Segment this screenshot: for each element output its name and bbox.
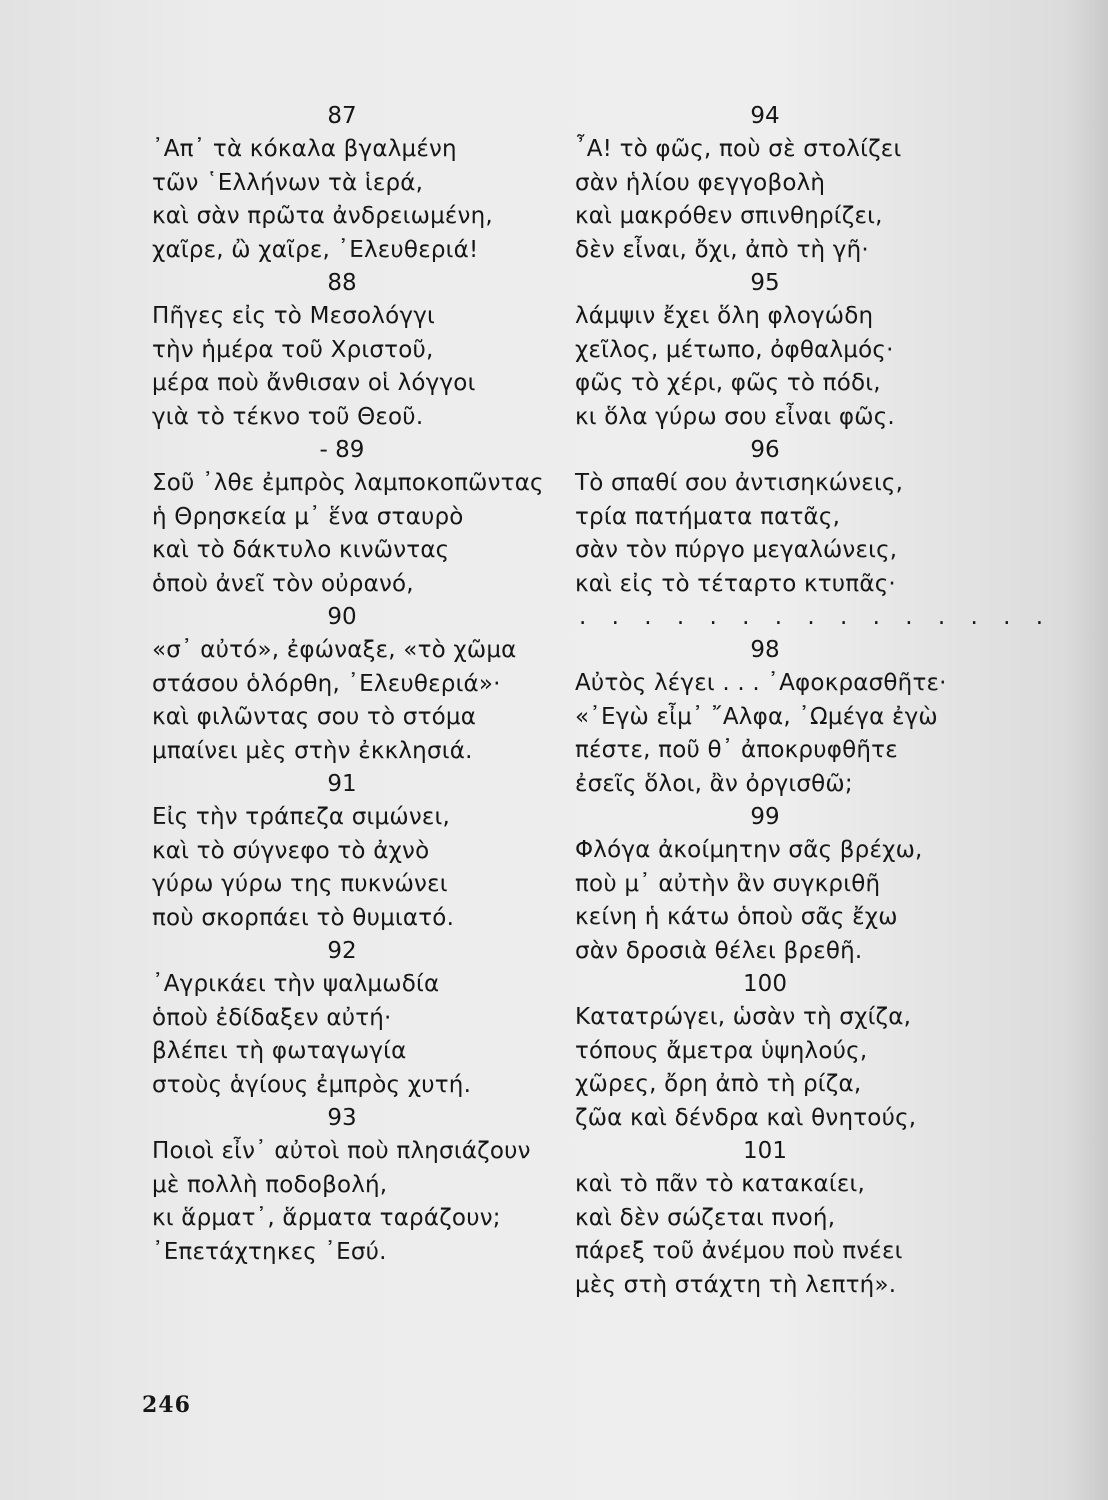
verse-line: καὶ τὸ δάκτυλο κινῶντας <box>152 537 450 563</box>
stanza <box>152 601 552 768</box>
verse-line: χεῖλος, μέτωπο, ὀφθαλμός· <box>575 336 894 363</box>
verse-line: χαῖρε, ὢ χαῖρε, ᾿Ελευθεριά! <box>152 236 479 263</box>
verse-line: τῶν ῾Ελλήνων τὰ ἱερά, <box>152 169 424 196</box>
verse-line: σὰν ἡλίου φεγγοβολὴ <box>575 169 826 196</box>
verse-line: ᾿Επετάχτηκες ᾿Εσύ. <box>152 1238 387 1265</box>
verse-line: ἐσεῖς ὅλοι, ἂν ὀργισθῶ; <box>575 770 853 797</box>
stanza <box>152 434 552 601</box>
stanza-number: 91 <box>327 771 357 797</box>
verse-line: ᾿Απ᾿ τὰ κόκαλα βγαλμένη <box>152 136 457 162</box>
verse-line: Φλόγα ἀκοίμητην σᾶς βρέχω, <box>575 837 923 863</box>
verse-line: σὰν δροσιὰ θέλει βρεθῆ. <box>575 937 863 964</box>
verse-line: μέρα ποὺ ἄνθισαν οἱ λόγγοι <box>152 370 476 396</box>
verse-line: χῶρες, ὄρη ἀπὸ τὴ ρίζα, <box>575 1071 862 1097</box>
verse-line: πάρεξ τοῦ ἀνέμου ποὺ πνέει <box>575 1238 903 1264</box>
stanza <box>152 1102 552 1269</box>
stanza <box>575 434 985 601</box>
verse-line: μὲ πολλὴ ποδοβολή, <box>152 1171 388 1198</box>
stanza-number: - 89 <box>319 437 365 463</box>
verse-line: πέστε, ποῦ θ᾿ ἀποκρυφθῆτε <box>575 737 898 763</box>
verse-line: τὴν ἡμέρα τοῦ Χριστοῦ, <box>152 336 434 363</box>
verse-line: ὁποὺ ἐδίδαξεν αὐτή· <box>152 1004 392 1031</box>
verse-line: φῶς τὸ χέρι, φῶς τὸ πόδι, <box>575 370 881 396</box>
stanza-number: 92 <box>327 938 357 964</box>
verse-line: Κατατρώγει, ὡσὰν τὴ σχίζα, <box>575 1004 912 1030</box>
stanza-number: 94 <box>750 103 780 129</box>
right-column <box>575 100 1053 1302</box>
verse-line: ἡ Θρησκεία μ᾿ ἕνα σταυρὸ <box>152 503 464 530</box>
left-column <box>152 100 552 1269</box>
stanza <box>575 801 985 968</box>
stanza-number: 95 <box>750 270 780 296</box>
stanza <box>152 267 552 434</box>
stanza-number: 99 <box>750 804 780 830</box>
verse-line: σὰν τὸν πύργο μεγαλώνεις, <box>575 537 898 563</box>
stanza-number: 87 <box>327 103 357 129</box>
verse-line: καὶ τὸ σύγνεφο τὸ ἀχνὸ <box>152 837 430 864</box>
verse-line: ῏Α! τὸ φῶς, ποὺ σὲ στολίζει <box>575 136 902 162</box>
verse-line: «᾿Εγὼ εἶμ᾿ ῎Αλφα, ᾿Ωμέγα ἐγὼ <box>575 703 938 730</box>
stanza <box>152 768 552 935</box>
stanza-number: 96 <box>750 437 780 463</box>
stanza <box>575 634 985 801</box>
verse-line: Εἰς τὴν τράπεζα σιμώνει, <box>152 804 451 830</box>
verse-line: κι ὅλα γύρω σου εἶναι φῶς. <box>575 403 895 430</box>
verse-line: «σ᾿ αὐτό», ἐφώναξε, «τὸ χῶμα <box>152 637 517 663</box>
verse-line: βλέπει τὴ φωταγωγία <box>152 1038 407 1064</box>
verse-line: Ποιοὶ εἶν᾿ αὐτοὶ ποὺ πλησιάζουν <box>152 1138 531 1164</box>
verse-line: Αὐτὸς λέγει . . . ᾿Αφοκρασθῆτε· <box>575 670 947 696</box>
verse-line: Πῆγες εἰς τὸ Μεσολόγγι <box>152 303 435 329</box>
verse-line: ποὺ σκορπάει τὸ θυμιατό. <box>152 904 455 931</box>
verse-line: μὲς στὴ στάχτη τὴ λεπτή». <box>575 1271 897 1298</box>
verse-line: Σοῦ ᾿λθε ἐμπρὸς λαμποκοπῶντας <box>152 470 544 496</box>
verse-line: γύρω γύρω της πυκνώνει <box>152 871 448 897</box>
stanza-number: 98 <box>750 637 780 663</box>
verse-line: τόπους ἄμετρα ὑψηλούς, <box>575 1037 868 1064</box>
stanza-number: 101 <box>743 1138 787 1164</box>
stanza <box>575 100 985 267</box>
verse-line: γιὰ τὸ τέκνο τοῦ Θεοῦ. <box>152 403 424 430</box>
stanza-number: 100 <box>743 971 787 997</box>
verse-line: καὶ μακρόθεν σπινθηρίζει, <box>575 203 883 229</box>
verse-line: ὁποὺ ἀνεῖ τὸν οὐρανό, <box>152 570 414 597</box>
verse-line: στάσου ὁλόρθη, ᾿Ελευθεριά»· <box>152 670 501 697</box>
stanza-number: 90 <box>327 604 357 630</box>
verse-line: καὶ φιλῶντας σου τὸ στόμα <box>152 704 477 730</box>
verse-line: ποὺ μ᾿ αὐτὴν ἂν συγκριθῆ <box>575 870 881 897</box>
verse-line: κείνη ἡ κάτω ὁποὺ σᾶς ἔχω <box>575 904 898 930</box>
verse-line: καὶ δὲν σώζεται πνοή, <box>575 1204 836 1231</box>
stanza <box>152 935 552 1102</box>
ellipsis-row: . . . . . . . . . . . . . . . <box>579 604 1053 630</box>
verse-line: στοὺς ἁγίους ἐμπρὸς χυτή. <box>152 1071 472 1098</box>
verse-line: Τὸ σπαθί σου ἀντισηκώνεις, <box>575 470 904 496</box>
verse-line: κι ἅρματ᾿, ἅρματα ταράζουν; <box>152 1205 501 1231</box>
page-number: 246 <box>142 1392 191 1418</box>
verse-line: μπαίνει μὲς στὴν ἐκκλησιά. <box>152 737 473 764</box>
verse-line: καὶ τὸ πᾶν τὸ κατακαίει, <box>575 1171 865 1197</box>
stanza <box>575 1135 985 1302</box>
stanza <box>575 267 985 434</box>
verse-line: ζῶα καὶ δένδρα καὶ θνητούς, <box>575 1104 917 1131</box>
verse-line: καὶ εἰς τὸ τέταρτο κτυπᾶς· <box>575 570 896 597</box>
stanza-number: 88 <box>327 270 357 296</box>
verse-line: λάμψιν ἔχει ὅλη φλογώδη <box>575 303 874 329</box>
verse-line: καὶ σὰν πρῶτα ἀνδρειωμένη, <box>152 203 493 229</box>
verse-line: δὲν εἶναι, ὄχι, ἀπὸ τὴ γῆ· <box>575 236 869 263</box>
stanza <box>152 100 552 267</box>
verse-line: τρία πατήματα πατᾶς, <box>575 503 841 530</box>
stanza <box>575 601 1053 634</box>
verse-line: ᾿Αγρικάει τὴν ψαλμωδία <box>152 971 440 997</box>
stanza <box>575 968 985 1135</box>
stanza-number: 93 <box>327 1105 357 1131</box>
